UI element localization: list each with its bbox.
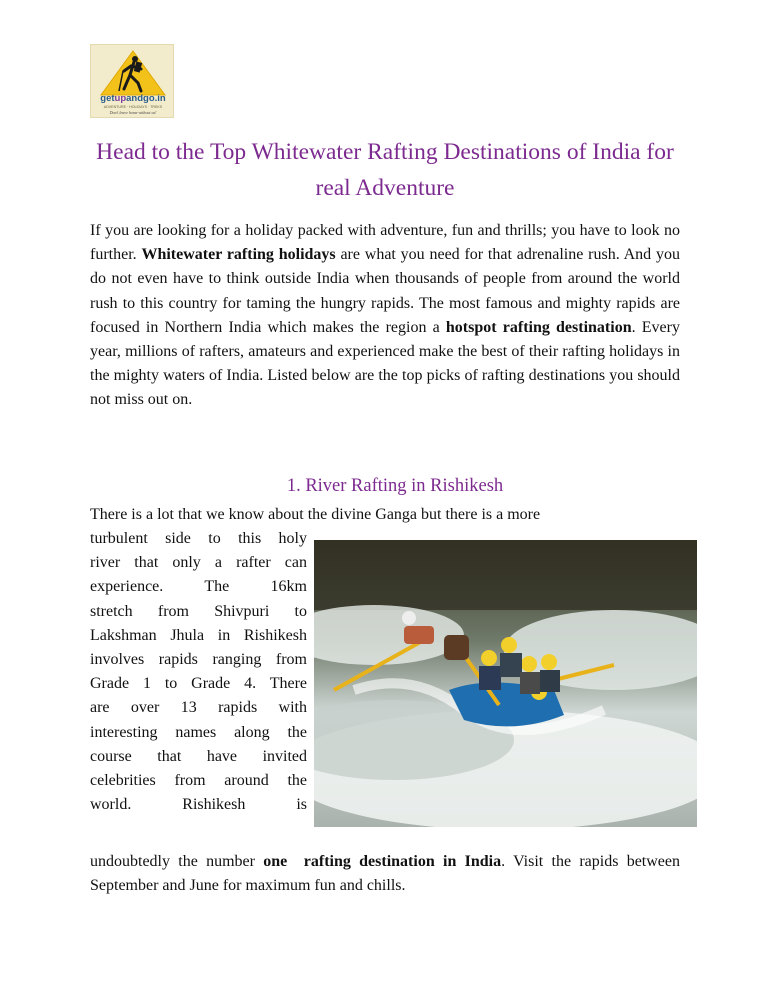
whitewater-rafting-link[interactable]: Whitewater rafting holidays — [141, 246, 336, 264]
text-line: Lakshman Jhula in Rishikesh — [90, 626, 307, 644]
text-line: course that have invited — [90, 747, 307, 765]
text-line: celebrities from around the — [90, 771, 307, 789]
text-line: Grade 1 to Grade 4. There — [90, 675, 307, 693]
logo-tagline: Don't leave home without us! — [109, 110, 157, 115]
logo-wordmark: getupandgo.in — [100, 93, 166, 104]
text-line: experience. The 16km — [90, 578, 307, 596]
page-title: Head to the Top Whitewater Rafting Destinations of India for real Adventure — [96, 139, 674, 201]
section-heading-rishikesh: 1. River Rafting in Rishikesh — [286, 476, 504, 496]
rafting-photo — [314, 540, 697, 827]
rishikesh-closing-paragraph: undoubtedly the number one rafting destination in India. Visit the rapids between September and June for maximum fun and chills. — [90, 853, 681, 895]
hotspot-destination-link[interactable]: hotspot rafting destination — [445, 318, 632, 336]
text-line: are over 13 rapids with — [90, 699, 307, 717]
number-one-link[interactable]: one — [263, 853, 288, 870]
text-line: involves rapids ranging from — [90, 650, 307, 668]
text-line: river that only a rafter can — [90, 554, 307, 572]
rishikesh-lead-line: There is a lot that we know about the divine Ganga but there is a more — [90, 506, 541, 523]
rishikesh-wrapped-text — [90, 527, 307, 817]
text-line: turbulent side to this holy — [90, 530, 307, 547]
rafting-destination-link[interactable]: rafting destination in India — [303, 853, 502, 870]
intro-paragraph: If you are looking for a holiday packed with adventure, fun and thrills; you have to look no further. Whitewater rafting holidays are what you need for that adrenaline rush. And you do not even have to think outside India when thousands of people from around the world rush to this country for taming the hungry rapids. The most famous and mighty rapids are focused in Northern India which makes the region a hotspot rafting destination. Every year, millions of rafters, amateurs and experienced make the best of their rafting holidays in the mighty waters of India. Listed below are the top picks of rafting destinations you should not miss out on. — [90, 222, 680, 409]
logo-subline: ADVENTURE · HOLIDAYS · TREKS — [103, 105, 163, 109]
text-line: interesting names along the — [90, 723, 307, 741]
text-line: world. Rishikesh is — [90, 796, 307, 814]
site-logo — [90, 44, 174, 118]
text-line: stretch from Shivpuri to — [90, 602, 307, 620]
